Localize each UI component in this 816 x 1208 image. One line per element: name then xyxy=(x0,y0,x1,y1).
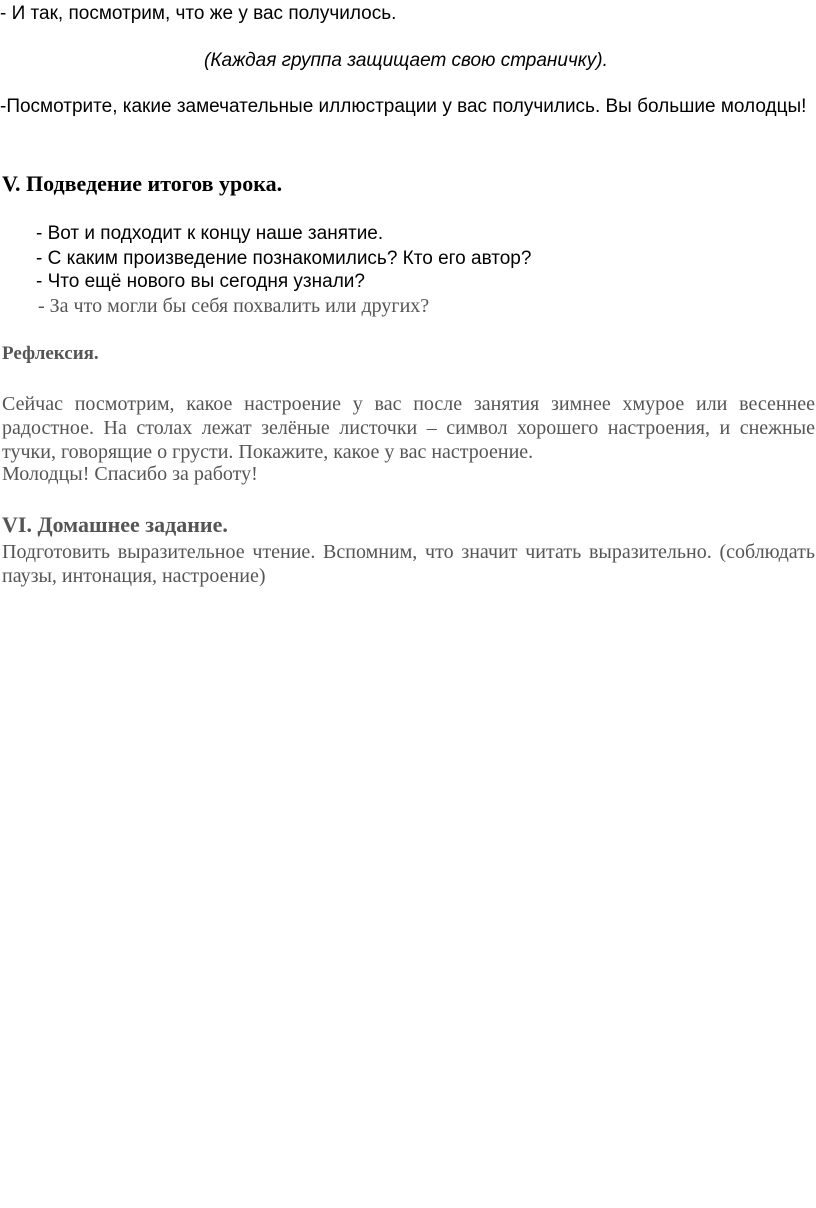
reflection-heading: Рефлексия. xyxy=(2,343,99,364)
section-6-heading: VI. Домашнее задание. xyxy=(2,512,228,537)
intro-line-1: - И так, посмотрим, что же у вас получилось. xyxy=(0,3,397,24)
section-5-item: - Что ещё нового вы сегодня узнали? xyxy=(36,271,365,292)
section-5-item: - За что могли бы себя похвалить или других? xyxy=(38,295,430,317)
reflection-paragraph: Сейчас посмотрим, какое настроение у вас после занятия зимнее хмурое или весеннее радостное. На столах лежат зелёные листочки – символ хорошего настроения, и снежные тучки, говорящие о грусти. Покажите, какое у вас настроение. xyxy=(2,393,815,463)
section-5-item: - Вот и подходит к концу наше занятие. xyxy=(36,223,384,244)
reflection-closing: Молодцы! Спасибо за работу! xyxy=(2,463,258,485)
section-5-item: - С каким произведение познакомились? Кто его автор? xyxy=(36,248,532,269)
section-5-heading: V. Подведение итогов урока. xyxy=(2,171,283,196)
intro-note: (Каждая группа защищает свою страничку). xyxy=(204,50,608,71)
homework-paragraph: Подготовить выразительное чтение. Вспомним, что значит читать выразительно. (соблюдать паузы, интонация, настроение) xyxy=(2,541,815,587)
intro-line-3: -Посмотрите, какие замечательные иллюстрации у вас получились. Вы большие молодцы! xyxy=(0,96,807,117)
